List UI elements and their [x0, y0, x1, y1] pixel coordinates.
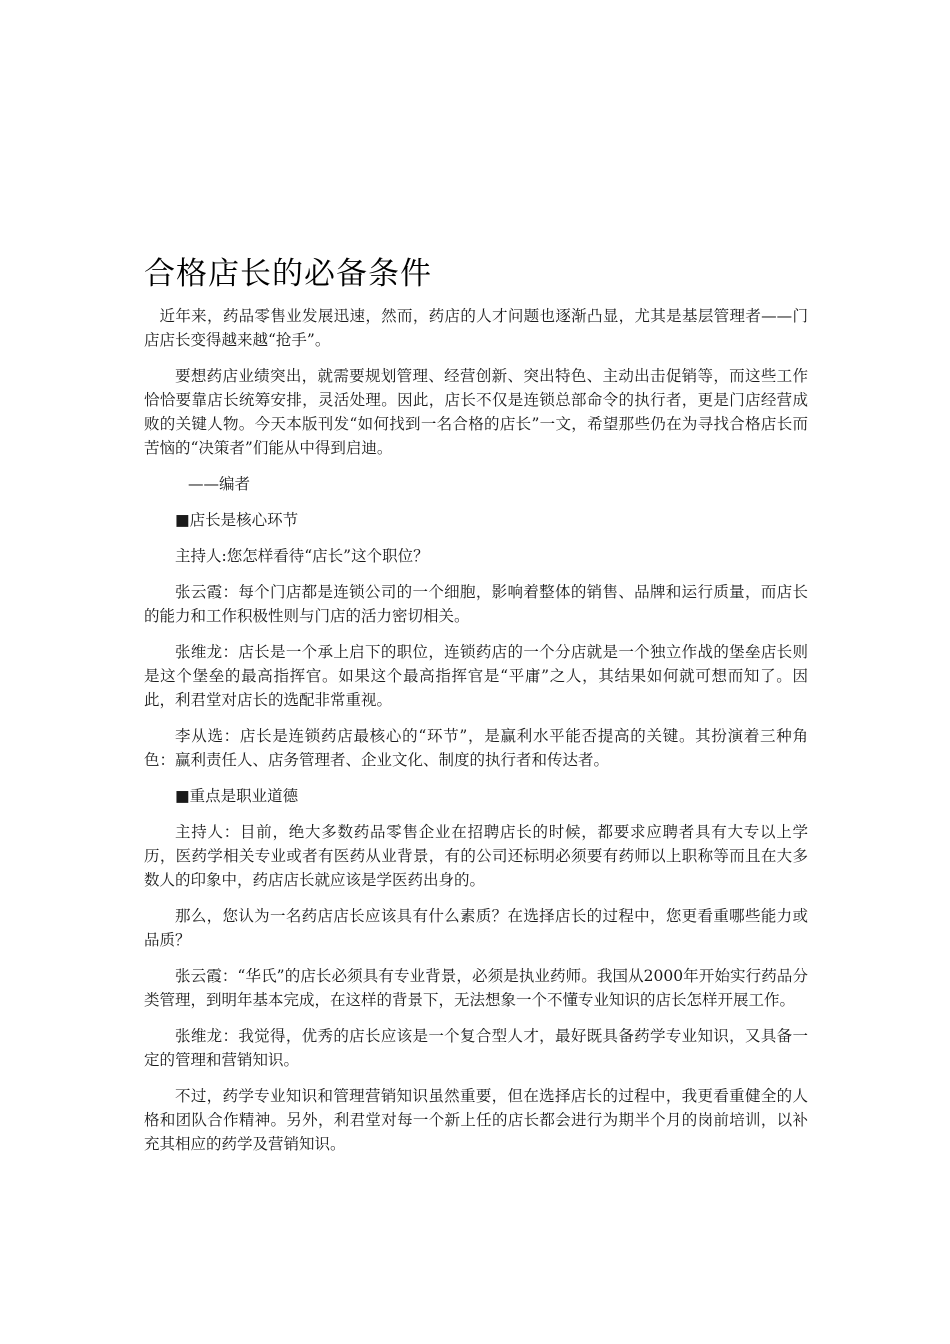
intro-paragraph-2: 要想药店业绩突出，就需要规划管理、经营创新、突出特色、主动出击促销等，而这些工作恰恰要靠店长统筹安排，灵活处理。因此，店长不仅是连锁总部命令的执行者，更是门店经营成败的关键人物。今天本版刊发“如何找到一名合格的店长”一文，希望那些仍在为寻找合格店长而苦恼的“决策者”们能从中得到启迪。 — [144, 367, 808, 457]
document-page — [144, 252, 808, 1168]
answer-zhang-weilong-3: 不过，药学专业知识和管理营销知识虽然重要，但在选择店长的过程中，我更看重健全的人格和团队合作精神。另外，利君堂对每一个新上任的店长都会进行为期半个月的岗前培训，以补充其相应的药学及营销知识。 — [144, 1087, 808, 1153]
article-title: 合格店长的必备条件 — [144, 256, 432, 292]
answer-zhang-yunxia-2: 张云霞：“华氏”的店长必须具有专业背景，必须是执业药师。我国从2000年开始实行药品分类管理，到明年基本完成，在这样的背景下，无法想象一个不懂专业知识的店长怎样开展工作。 — [144, 967, 808, 1009]
section-heading-core: ■店长是核心环节 — [175, 511, 299, 529]
editor-signature: ——编者 — [188, 475, 251, 493]
intro-paragraph: 近年来，药品零售业发展迅速，然而，药店的人才问题也逐渐凸显，尤其是基层管理者——门店店长变得越来越“抢手”。 — [144, 307, 808, 349]
host-question-3: 那么，您认为一名药店店长应该具有什么素质？在选择店长的过程中，您更看重哪些能力或品质？ — [144, 907, 808, 949]
answer-li-congxuan-1: 李从选：店长是连锁药店最核心的“环节”，是赢利水平能否提高的关键。其扮演着三种角色：赢利责任人、店务管理者、企业文化、制度的执行者和传达者。 — [144, 727, 808, 769]
host-question-1: 主持人:您怎样看待“店长”这个职位？ — [175, 547, 429, 565]
section-heading-ethics: ■重点是职业道德 — [175, 787, 299, 805]
host-question-2: 主持人：目前，绝大多数药品零售企业在招聘店长的时候，都要求应聘者具有大专以上学历，医药学相关专业或者有医药从业背景，有的公司还标明必须要有药师以上职称等而且在大多数人的印象中，药店店长就应该是学医药出身的。 — [144, 823, 808, 889]
answer-zhang-weilong-1: 张维龙：店长是一个承上启下的职位，连锁药店的一个分店就是一个独立作战的堡垒店长则是这个堡垒的最高指挥官。如果这个最高指挥官是“平庸”之人，其结果如何就可想而知了。因此，利君堂对店长的选配非常重视。 — [144, 643, 808, 709]
answer-zhang-weilong-2: 张维龙：我觉得，优秀的店长应该是一个复合型人才，最好既具备药学专业知识，又具备一定的管理和营销知识。 — [144, 1027, 808, 1069]
answer-zhang-yunxia-1: 张云霞：每个门店都是连锁公司的一个细胞，影响着整体的销售、品牌和运行质量，而店长的能力和工作积极性则与门店的活力密切相关。 — [144, 583, 808, 625]
